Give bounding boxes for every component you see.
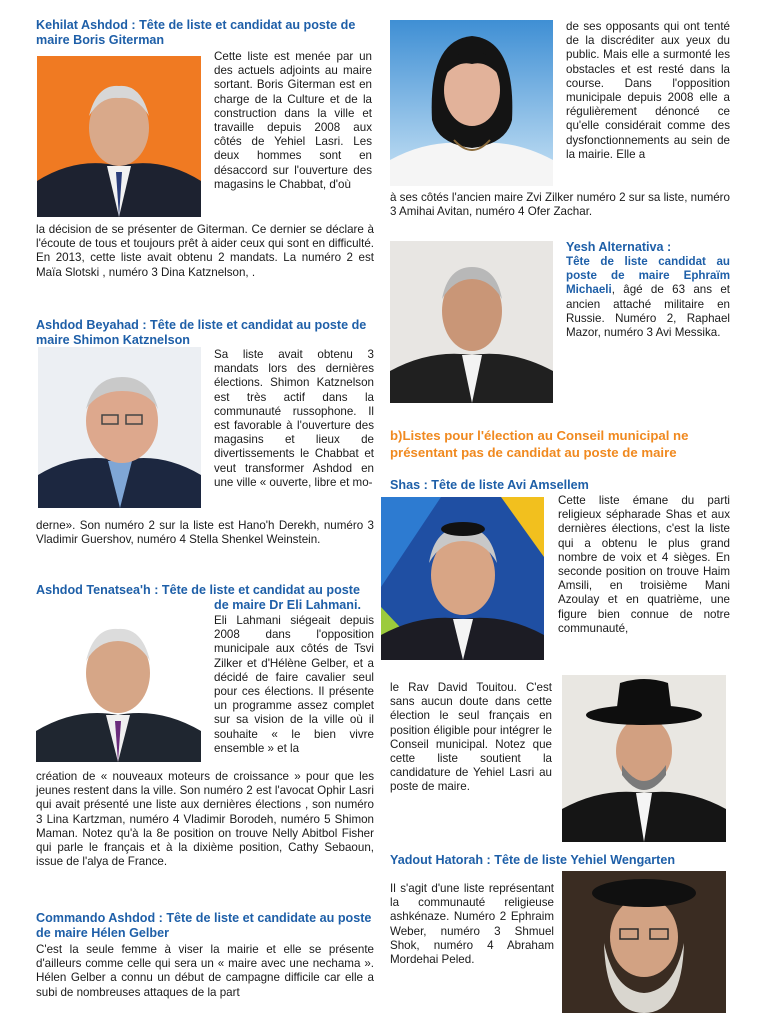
section-heading-yadout-hatorah: Yadout Hatorah : Tête de liste Yehiel Wengarten: [390, 853, 676, 867]
section-b-heading: b)Listes pour l'élection au Conseil municipal ne présentant pas de candidat au poste de maire: [390, 428, 689, 460]
section-heading-shas: Shas : Tête de liste Avi Amsellem: [390, 478, 589, 492]
photo-ephraim-michaeli: [390, 241, 553, 403]
lahmani-wrap-text: Eli Lahmani siégeait depuis 2008 dans l'opposition municipale aux côtés de Tsvi Zilker et d'Hélène Gelber, et a décidé de faire cavalier seul pour ces élections. Il présente un programme assez complet sur sa vision de la ville où il souhaite « le bien vivre ensemble » et la: [214, 614, 374, 755]
gelber-full-text: C'est la seule femme à viser la mairie et elle se présente d'ailleurs comme celle qui sera un « maire avec une nechama ». Hélen Gelber a connu un début de campagne difficile car elle a subi de nombreuses attaques de la part: [36, 943, 374, 999]
photo-eli-lahmani: [36, 601, 201, 762]
katznelson-wrap-text: Sa liste avait obtenu 3 mandats lors des dernières élections. Shimon Katznelson est très actif dans la communauté russophone. Il est favorable à l'ouverture des magasins et lieux de divertissements le Chabbat et veut transformer Ashdod en une ville « ouverte, libre et mo-: [214, 348, 374, 489]
gelber-continued-full-text: à ses côtés l'ancien maire Zvi Zilker numéro 2 sur sa liste, numéro 3 Amihai Avitan, numéro 4 Ofer Zachar.: [390, 191, 730, 219]
yesh-candidate-heading: Tête de liste candidat au poste de maire Ephraïm Michaeli: [566, 255, 730, 297]
photo-avi-amsellem: [381, 497, 544, 660]
shas-continued-text: le Rav David Touitou. C'est sans aucun doute dans cette élection le seul français en position éligible pour intégrer le Conseil municipal. Notez que cette liste soutient la candidature de Yehiel Lasri au poste de maire.: [390, 681, 552, 794]
katznelson-full-text: derne». Son numéro 2 sur la liste est Hano'h Derekh, numéro 3 Vladimir Guershov, numéro 4 Stella Shenkel Weinstein.: [36, 519, 374, 547]
gelber-continued-wrap-text: de ses opposants qui ont tenté de la discréditer aux yeux du public. Mais elle a surmonté les obstacles et est resté dans la course. Dans l'opposition municipale depuis 2008 elle a régulièrement dénoncé ce qu'elle considérait comme des dysfonctionnements au sein de la mairie. Elle a: [566, 20, 730, 161]
photo-boris-giterman: [37, 56, 201, 217]
photo-rav-david-touitou: [562, 675, 726, 842]
section-heading-katznelson: Ashdod Beyahad : Tête de liste et candidat au poste de maire Shimon Katznelson: [36, 318, 367, 347]
section-heading-yesh-alternativa: Yesh Alternativa :: [566, 240, 672, 254]
photo-shimon-katznelson: [38, 347, 201, 508]
yadout-text: Il s'agit d'une liste représentant la communauté religieuse ashkénaze. Numéro 2 Ephraim Weber, numéro 3 Shmuel Shok, numéro 4 Abraham Mordehai Peled.: [390, 882, 554, 967]
shas-wrap-text: Cette liste émane du parti religieux sépharade Shas et aux dernières élections, c'est la liste qui a obtenu le plus grand nombre de voix et 4 sièges. En seconde position on trouve Haim Amsili, en troisième Mani Azoulay et en quatrième, une figure bien connue de notre communauté,: [558, 494, 730, 635]
yesh-text-block: [566, 255, 730, 340]
giterman-full-text: la décision de se présenter de Giterman. Ce dernier se déclare à l'écoute de tous et toujours prêt à aider ceux qui sont en difficulté. En 2013, cette liste avait obtenu 2 mandats. La numéro 2 est Maïa Slotski , numéro 3 Dina Katznelson, .: [36, 223, 374, 279]
giterman-wrap-text: Cette liste est menée par un des actuels adjoints au maire sortant. Boris Giterman est en charge de la Culture et de la construction dans la ville et travaille depuis 2008 aux côtés de Yehiel Lasri. Les deux hommes sont en désaccord sur l'ouverture des magasins le Chabbat, d'où: [214, 50, 372, 191]
section-heading-gelber: Commando Ashdod : Tête de liste et candidate au poste de maire Hélen Gelber: [36, 911, 372, 940]
section-heading-giterman: Kehilat Ashdod : Tête de liste et candidat au poste de maire Boris Giterman: [36, 18, 356, 47]
section-heading-lahmani-line2: de maire Dr Eli Lahmani.: [214, 598, 361, 612]
photo-yehiel-wengarten: [562, 871, 726, 1013]
photo-helen-gelber: [390, 20, 553, 186]
section-heading-lahmani: Ashdod Tenatsea'h : Tête de liste et candidat au poste: [36, 583, 360, 597]
yesh-text: , âgé de 63 ans et ancien attaché militaire en Russie. Numéro 2, Raphael Mazor, numéro 3 Avi Messika.: [566, 283, 730, 340]
lahmani-full-text: création de « nouveaux moteurs de croissance » pour que les jeunes restent dans la ville. Son numéro 2 est l'avocat Ophir Lasri qui avait présenté une liste aux dernières élections , son numéro 3 Lina Kartzman, numéro 4 Vladimir Borodeh, numéro 5 Shimon Maman. Notez qu'à la 8e position on trouve Nelly Abitbol Fisher qui parle le français et à la dixième position, Cathy Sebaoun, issue de l'alya de France.: [36, 770, 374, 869]
